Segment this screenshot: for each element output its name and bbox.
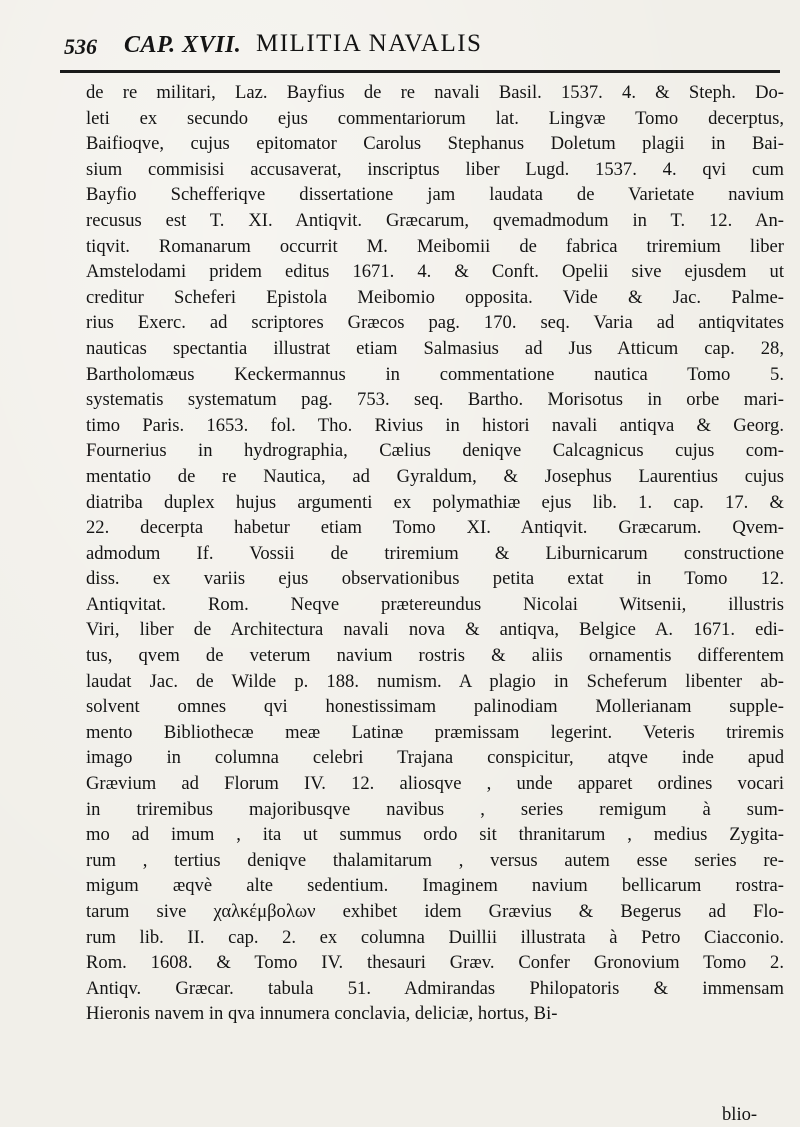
text-line: diss. ex variis ejus observationibus petita extat in Tomo 12.: [86, 568, 784, 590]
text-line: systematis systematum pag. 753. seq. Bartho. Morisotus in orbe mari-: [86, 389, 784, 411]
text-line: sium commisisi accusaverat, inscriptus liber Lugd. 1537. 4. qvi cum: [86, 158, 784, 180]
text-line: migum æqvè alte sedentium. Imaginem navium bellicarum rostra-: [86, 875, 784, 897]
text-line: timo Paris. 1653. fol. Tho. Rivius in histori navali antiqva & Georg.: [86, 414, 784, 436]
text-line: diatriba duplex hujus argumenti ex polymathiæ ejus lib. 1. cap. 17. &: [86, 491, 784, 513]
running-title: MILITIA NAVALIS: [256, 30, 483, 57]
text-line: rum , tertius deniqve thalamitarum , versus autem esse series re-: [86, 849, 784, 871]
text-line: in triremibus majoribusqve navibus , series remigum à sum-: [86, 798, 784, 820]
text-line: Amstelodami pridem editus 1671. 4. & Conft. Opelii sive ejusdem ut: [86, 261, 784, 283]
page-header: [58, 18, 778, 68]
text-line: solvent omnes qvi honestissimam palinodiam Mollerianam supple-: [86, 696, 784, 718]
text-line: imago in columna celebri Trajana conspicitur, atqve inde apud: [86, 747, 784, 769]
text-line: Rom. 1608. & Tomo IV. thesauri Græv. Confer Gronovium Tomo 2.: [86, 952, 784, 974]
text-line: mento Bibliothecæ meæ Latinæ præmissam legerint. Veteris triremis: [86, 721, 784, 743]
text-line: recusus est T. XI. Antiqvit. Græcarum, qvemadmodum in T. 12. An-: [86, 209, 784, 231]
text-line: mo ad imum , ita ut summus ordo sit thranitarum , medius Zygita-: [86, 824, 784, 846]
text-line: rius Exerc. ad scriptores Græcos pag. 170. seq. Varia ad antiqvitates: [86, 312, 784, 334]
text-line: Antiqvitat. Rom. Neqve prætereundus Nicolai Witsenii, illustris: [86, 593, 784, 615]
text-line: mentatio de re Nautica, ad Gyraldum, & Josephus Laurentius cujus: [86, 465, 784, 487]
text-line: leti ex secundo ejus commentariorum lat. Lingvæ Tomo decerptus,: [86, 107, 784, 129]
text-line: Antiqv. Græcar. tabula 51. Admirandas Philopatoris & immensam: [86, 977, 784, 999]
text-line: Viri, liber de Architectura navali nova & antiqva, Belgice A. 1671. edi-: [86, 619, 784, 641]
catchword: blio-: [722, 1104, 758, 1125]
text-line: Hieronis navem in qva innumera conclavia, deliciæ, hortus, Bi-: [86, 1003, 558, 1025]
text-line: admodum If. Vossii de triremium & Liburnicarum constructione: [86, 542, 784, 564]
text-line: nauticas spectantia illustrat etiam Salmasius ad Jus Atticum cap. 28,: [86, 337, 784, 359]
text-line: tus, qvem de veterum navium rostris & aliis ornamentis differentem: [86, 645, 784, 667]
text-line: tarum sive χαλκέμβολων exhibet idem Grævius & Begerus ad Flo-: [86, 901, 784, 922]
body-text: [86, 80, 784, 1027]
text-line: Bayfio Schefferiqve dissertatione jam laudata de Varietate navium: [86, 184, 784, 206]
text-line: laudat Jac. de Wilde p. 188. numism. A plagio in Scheferum libenter ab-: [86, 670, 784, 692]
page-number: 536: [64, 34, 97, 59]
text-line: Baifioqve, cujus epitomator Carolus Stephanus Doletum plagii in Bai-: [86, 133, 784, 155]
text-line: creditur Scheferi Epistola Meibomio opposita. Vide & Jac. Palme-: [86, 286, 784, 308]
text-line: tiqvit. Romanarum occurrit M. Meibomii de fabrica triremium liber: [86, 235, 784, 257]
text-line: Grævium ad Florum IV. 12. aliosqve , unde apparet ordines vocari: [86, 773, 784, 795]
header-rule: [60, 70, 780, 73]
chapter-label: CAP. XVII.: [124, 32, 242, 58]
text-line: de re militari, Laz. Bayfius de re navali Basil. 1537. 4. & Steph. Do-: [86, 82, 784, 103]
text-line: Fournerius in hydrographia, Cælius deniqve Calcagnicus cujus com-: [86, 440, 784, 462]
text-line: 22. decerpta habetur etiam Tomo XI. Antiqvit. Græcarum. Qvem-: [86, 517, 784, 539]
text-line: Bartholomæus Keckermannus in commentatione nautica Tomo 5.: [86, 363, 784, 385]
text-line: rum lib. II. cap. 2. ex columna Duillii illustrata à Petro Ciacconio.: [86, 926, 784, 948]
